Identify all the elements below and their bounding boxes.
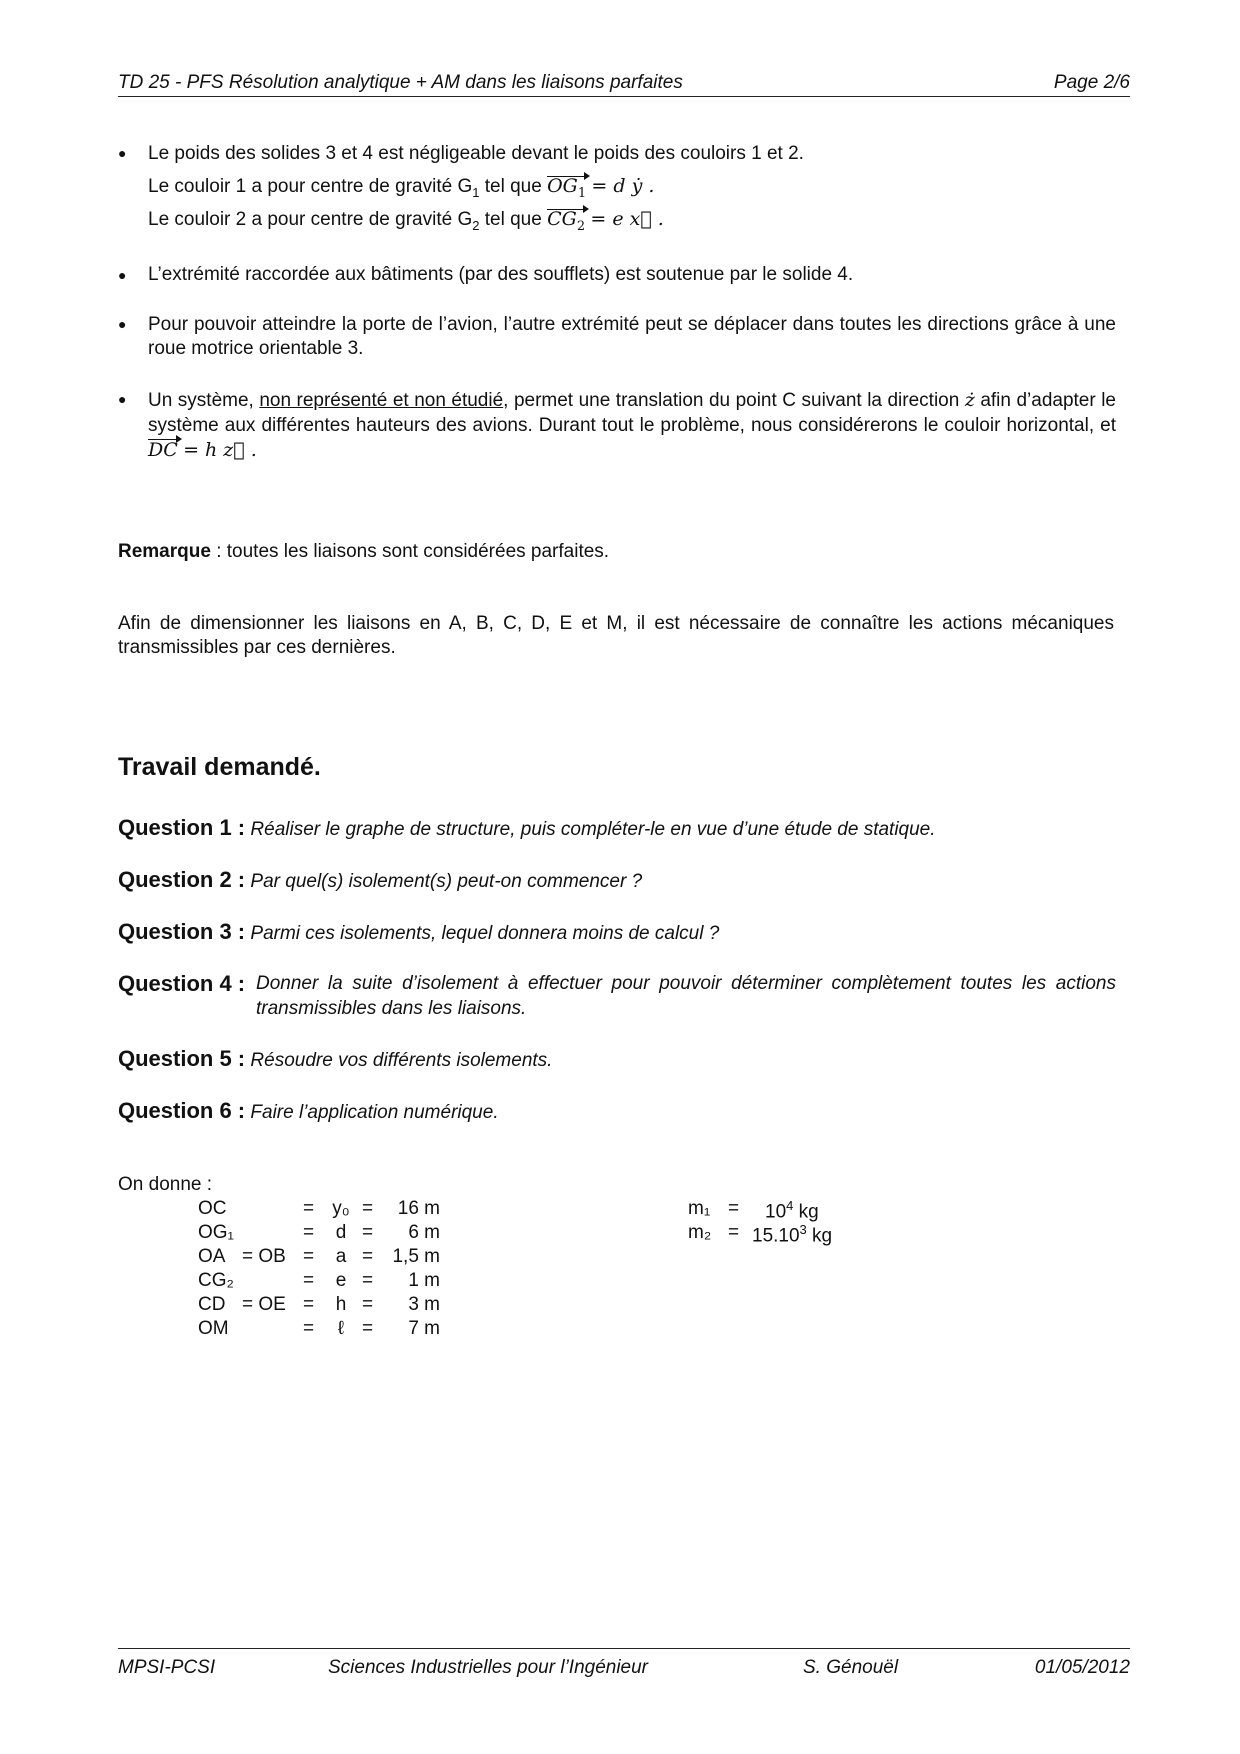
question-1: Question 1 : Réaliser le graphe de structure, puis compléter-le en vue d’une étude de statique. xyxy=(118,815,936,840)
bullet-1-line-3: Le couloir 2 a pour centre de gravité $G_2$ tel que $CG_2 = e$ x⃗ . xyxy=(148,208,664,234)
intro-paragraph: Afin de dimensionner les liaisons en A, B, C, D, E et M, il est nécessaire de connaître les actions mécaniques transmissibles par ces dernières. xyxy=(118,613,1114,658)
row-symbol: e xyxy=(335,1270,347,1291)
row-value: 16 m xyxy=(397,1198,440,1219)
row-equals: = xyxy=(303,1318,315,1339)
row-equals: = xyxy=(362,1246,374,1267)
row-equals: = xyxy=(303,1198,315,1219)
row-equals: = xyxy=(303,1270,315,1291)
row-equals: = xyxy=(362,1222,374,1243)
row-name: OG₁ xyxy=(198,1222,234,1243)
row-equals: = xyxy=(303,1246,315,1267)
header-title: TD 25 - PFS Résolution analytique + AM dans les liaisons parfaites xyxy=(118,72,683,93)
mass-1-equals: = xyxy=(728,1198,740,1219)
row-equals-alt: = OB xyxy=(242,1246,286,1267)
remarque: Remarque : toutes les liaisons sont considérées parfaites. xyxy=(118,541,610,562)
mass-2-value: 15.10$^3$ kg xyxy=(752,1222,833,1247)
question-3: Question 3 : Parmi ces isolements, lequel donnera moins de calcul ? xyxy=(118,919,720,944)
row-equals: = xyxy=(362,1294,374,1315)
page-header xyxy=(118,72,1130,97)
row-name: CD xyxy=(198,1294,226,1315)
question-2: Question 2 : Par quel(s) isolement(s) peut-on commencer ? xyxy=(118,867,643,892)
vector-og1: $OG_1$ xyxy=(547,175,587,201)
footer-course: Sciences Industrielles pour l’Ingénieur xyxy=(328,1657,649,1678)
row-name: OM xyxy=(198,1318,229,1339)
page-footer xyxy=(118,1648,1130,1678)
bullet-icon: ● xyxy=(118,391,127,407)
row-equals: = xyxy=(303,1222,315,1243)
row-equals: = xyxy=(362,1270,374,1291)
mass-2-equals: = xyxy=(728,1222,740,1243)
row-name: CG₂ xyxy=(198,1270,234,1291)
row-equals: = xyxy=(303,1294,315,1315)
bullet-2: L’extrémité raccordée aux bâtiments (par des soufflets) est soutenue par le solide 4. xyxy=(148,264,854,285)
row-equals-alt: = OE xyxy=(242,1294,286,1315)
question-6: Question 6 : Faire l’application numérique. xyxy=(118,1098,499,1123)
row-symbol: a xyxy=(335,1246,347,1267)
bullet-icon: ● xyxy=(118,145,127,161)
vector-cg2: $CG_2$ xyxy=(547,208,586,234)
row-name: OA xyxy=(198,1246,226,1267)
row-equals: = xyxy=(362,1198,374,1219)
footer-date: 01/05/2012 xyxy=(1034,1657,1130,1678)
footer-class: MPSI-PCSI xyxy=(118,1657,216,1678)
row-value: 3 m xyxy=(408,1294,440,1315)
bullet-1-line-2: Le couloir 1 a pour centre de gravité $G_1$ tel que $OG_1 = d$ ẏ . xyxy=(148,175,655,201)
row-symbol: h xyxy=(335,1294,347,1315)
section-title: Travail demandé. xyxy=(118,753,321,781)
donnees-title: On donne : xyxy=(118,1174,213,1195)
mass-2-name: m₂ xyxy=(688,1222,712,1243)
row-equals: = xyxy=(362,1318,374,1339)
row-symbol: y₀ xyxy=(332,1198,350,1219)
footer-author: S. Génouël xyxy=(803,1657,899,1678)
row-value: 6 m xyxy=(408,1222,440,1243)
page-number: Page 2/6 xyxy=(1053,72,1130,93)
row-symbol: d xyxy=(335,1222,347,1243)
question-4: Question 4 : Donner la suite d’isolement à effectuer pour pouvoir déterminer complètement toutes les actions transmissibles dans les liaisons. xyxy=(118,971,1116,1019)
mass-1-name: m₁ xyxy=(688,1198,711,1219)
vector-dc: DC xyxy=(148,439,178,461)
row-value: 1,5 m xyxy=(392,1246,440,1267)
row-name: OC xyxy=(198,1198,227,1219)
bullet-1-line-1: Le poids des solides 3 et 4 est négligeable devant le poids des couloirs 1 et 2. xyxy=(148,143,804,164)
bullet-4: Un système, non représenté et non étudié, permet une translation du point C suivant la direction ż afin d’adapter le système aux différentes hauteurs des avions. Durant tout le problème, nous considérerons le couloir horizontal, et DC = h z⃗ . xyxy=(148,389,1116,461)
row-value: 1 m xyxy=(408,1270,440,1291)
question-5: Question 5 : Résoudre vos différents isolements. xyxy=(118,1046,553,1071)
mass-1-value: $10^4$ kg xyxy=(765,1198,819,1223)
bullet-icon: ● xyxy=(118,267,127,283)
bullet-icon: ● xyxy=(118,316,127,332)
bullet-3: Pour pouvoir atteindre la porte de l’avion, l’autre extrémité peut se déplacer dans toutes les directions grâce à une roue motrice orientable 3. xyxy=(148,314,1116,359)
row-value: 7 m xyxy=(408,1318,440,1339)
row-symbol: ℓ xyxy=(337,1318,345,1339)
